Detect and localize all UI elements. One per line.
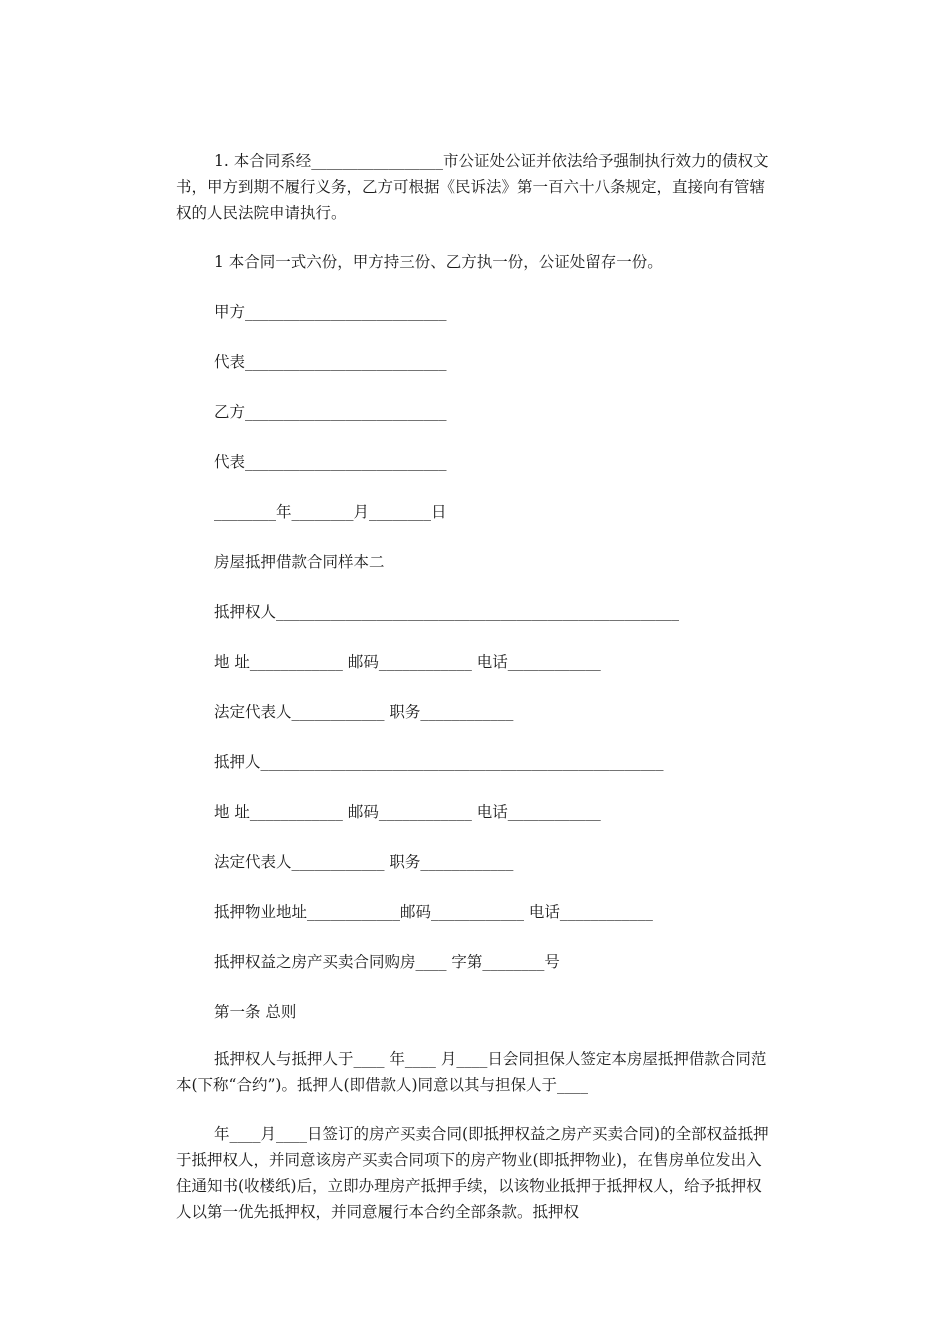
mortgagee-representative-line: 法定代表人____________ 职务____________	[214, 703, 514, 721]
party-b-line: 乙方__________________________	[214, 403, 447, 421]
mortgagor-address-line: 地 址____________ 邮码____________ 电话____________	[214, 803, 601, 821]
party-a-line: 甲方__________________________	[214, 303, 447, 321]
mortgagor-representative-line: 法定代表人____________ 职务____________	[214, 853, 514, 871]
date-line: ________年________月________日	[214, 503, 447, 521]
mortgagee-address-line: 地 址____________ 邮码____________ 电话____________	[214, 653, 601, 671]
contract-number-line: 抵押权益之房产买卖合同购房____ 字第________号	[214, 953, 560, 971]
mortgagee-line: 抵押权人____________________________________________________	[214, 603, 680, 621]
article-one-heading: 第一条 总则	[214, 1003, 297, 1021]
party-b-representative-line: 代表__________________________	[214, 453, 447, 471]
paragraph-article-one-intro: 抵押权人与抵押人于____ 年____ 月____日会同担保人签定本房屋抵押借款合同范本(下称“合约”)。抵押人(即借款人)同意以其与担保人于____	[176, 1050, 767, 1094]
mortgagor-line: 抵押人____________________________________________________	[214, 753, 664, 771]
paragraph-article-one-body: 年____月____日签订的房产买卖合同(即抵押权益之房产买卖合同)的全部权益抵押于抵押权人，并同意该房产买卖合同项下的房产物业(即抵押物业)，在售房单位发出入住通知书(收楼纸)后，立即办理房产抵押手续，以该物业抵押于抵押权人，给予抵押权人以第一优先抵押权，并同意履行本合约全部条款。抵押权	[176, 1125, 769, 1221]
paragraph-notarization: 1. 本合同系经_________________市公证处公证并依法给予强制执行效力的债权文书，甲方到期不履行义务，乙方可根据《民诉法》第一百六十八条规定，直接向有管辖权的人民法院申请执行。	[176, 152, 769, 222]
property-address-line: 抵押物业地址____________邮码____________ 电话____________	[214, 903, 653, 921]
sample-title: 房屋抵押借款合同样本二	[214, 553, 385, 571]
paragraph-copies: 1 本合同一式六份，甲方持三份、乙方执一份，公证处留存一份。	[214, 253, 663, 271]
party-a-representative-line: 代表__________________________	[214, 353, 447, 371]
